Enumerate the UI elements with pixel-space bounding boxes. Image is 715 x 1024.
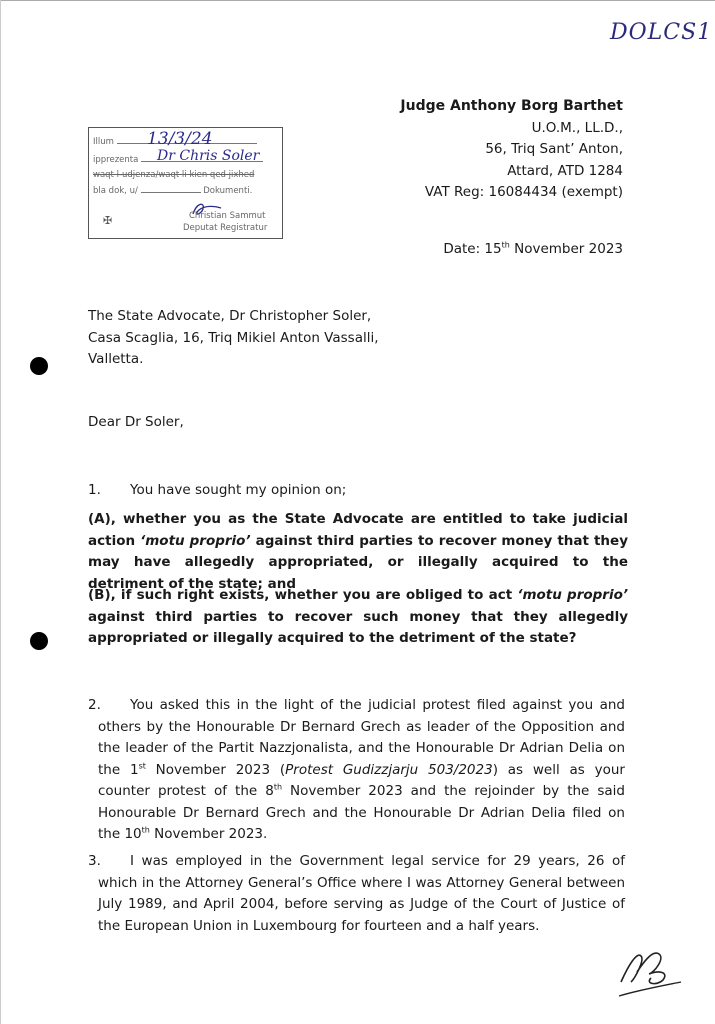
scan-left-edge (0, 0, 1, 1024)
question-b: (B), if such right exists, whether you are obliged to act ‘motu proprio’ against third parties to recover such money that they allegedly appropriated or illegally acquired to the detriment of the state? (88, 587, 628, 646)
paragraph-3: 3. I was employed in the Government legal service for 29 years, 26 of which in the Attorney General’s Office where I was Attorney General between July 1989, and April 2004, before serving as Judge of the Court of Justice of the European Union in Luxembourg for fourteen and a half years. (88, 853, 625, 934)
stamp-handwritten-date: 13/3/24 (147, 129, 213, 149)
author-name: Judge Anthony Borg Barthet (400, 98, 623, 114)
stamp-label-ipprezenta: ipprezenta (93, 155, 139, 165)
document-id-handwritten: DOLCS1 (610, 20, 713, 45)
author-street: 56, Triq Sant’ Anton, (485, 141, 623, 157)
paragraph-number: 3. (88, 853, 101, 869)
stamp-label-illum: Illum (93, 137, 114, 147)
stamp-registrar-title: Deputat Registratur (183, 223, 268, 233)
stamp-registrar-name: Christian Sammut (189, 211, 266, 221)
stamp-label-session: waqt l-udjenza/waqt li kien qed jixhed (93, 170, 255, 180)
recipient-name: The State Advocate, Dr Christopher Soler, (88, 308, 372, 324)
stamp-label-dokumenti: Dokumenti. (203, 186, 253, 196)
paragraph-2: 2. You asked this in the light of the judicial protest filed against you and others by the Honourable Dr Bernard Grech as leader of the Opposition and the leader of the Partit Nazzjonalista, and the Honourable Dr Adrian Delia on the 1st November 2023 (Protest Gudizzjarju 503/2023) as well as your counter protest of the 8th November 2023 and the rejoinder by the said Honourable Dr Bernard Grech and the Honourable Dr Adrian Delia filed on the 10th November 2023. (88, 697, 625, 842)
question-a: (A), whether you as the State Advocate are entitled to take judicial action ‘motu proprio’ against third parties to recover money that they may have allegedly appropriated, or illegally acquired to the detriment of the state; and (88, 511, 628, 592)
author-town: Attard, ATD 1284 (507, 162, 623, 179)
paragraph-number: 2. (88, 697, 101, 713)
recipient-address (88, 306, 379, 371)
author-vat: VAT Reg: 16084434 (exempt) (424, 184, 623, 200)
punch-hole-mark (30, 632, 48, 650)
paragraph-1: 1. You have sought my opinion on; (88, 482, 347, 498)
letter-date: Date: 15th November 2023 (443, 240, 623, 257)
registry-stamp (88, 127, 283, 239)
initials-signature (615, 942, 685, 1000)
salutation: Dear Dr Soler, (88, 414, 184, 430)
crest-icon: ✠ (103, 214, 113, 227)
stamp-handwritten-name: Dr Chris Soler (157, 148, 260, 164)
recipient-town: Valletta. (88, 351, 144, 367)
recipient-street: Casa Scaglia, 16, Triq Mikiel Anton Vassalli, (88, 329, 379, 346)
scan-top-edge (0, 0, 715, 1)
author-qualifications: U.O.M., LL.D., (531, 119, 623, 136)
stamp-label-bla-dok: bla dok, u/ (93, 186, 138, 196)
letterhead (400, 96, 623, 204)
punch-hole-mark (30, 357, 48, 375)
